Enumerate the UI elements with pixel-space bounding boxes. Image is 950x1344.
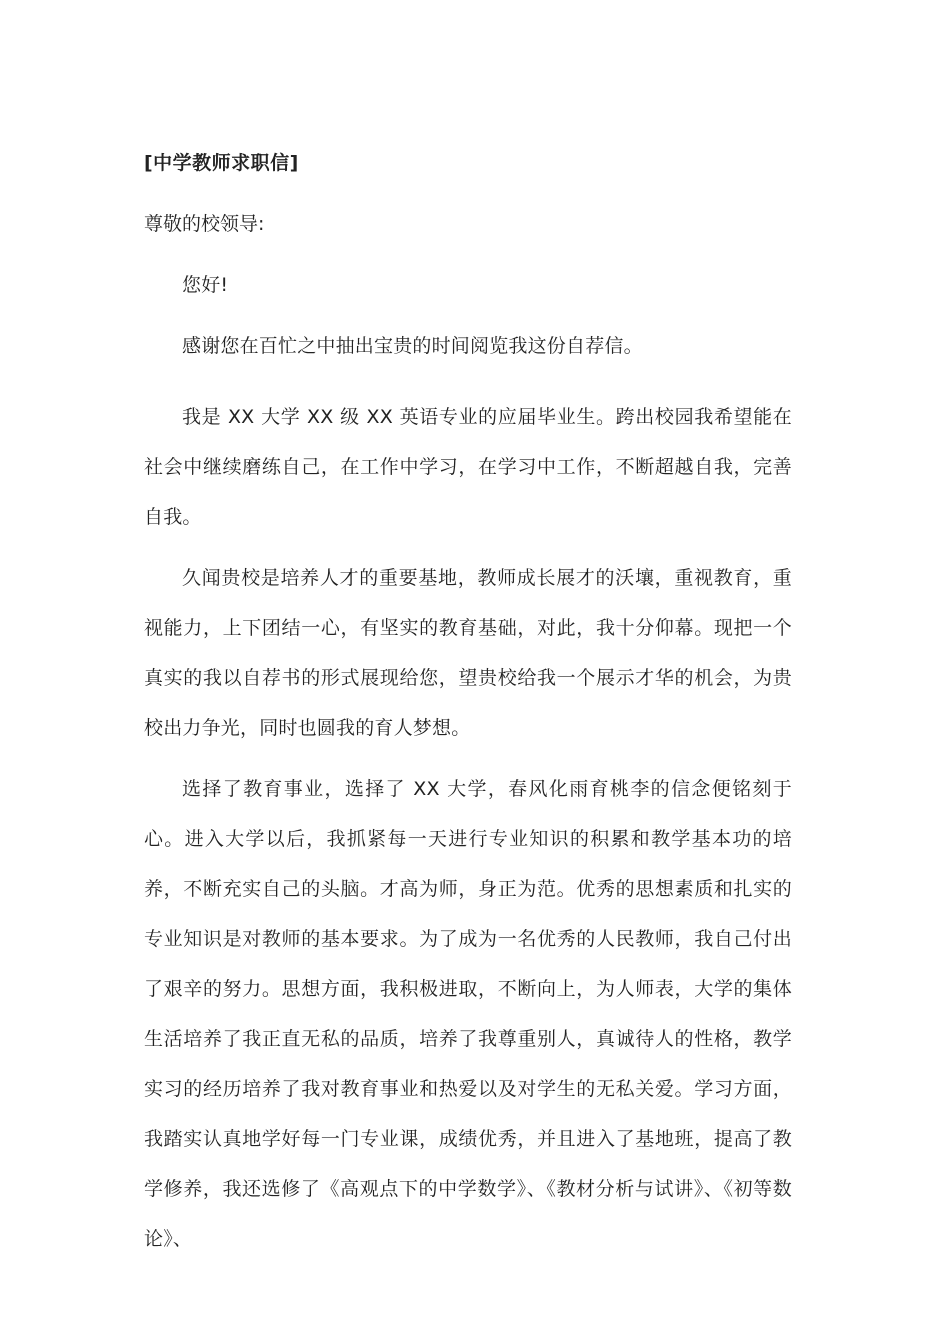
document-title: [中学教师求职信] (144, 152, 299, 174)
document-page (144, 148, 792, 1275)
salutation: 尊敬的校领导: (144, 213, 265, 235)
experience-paragraph: 选择了教育事业，选择了 XX 大学，春风化雨育桃李的信念便铭刻于心。进入大学以后，我抓紧每一天进行专业知识的积累和教学基本功的培养，不断充实自己的头脑。才高为师，身正为范。优秀的思想素质和扎实的专业知识是对教师的基本要求。为了成为一名优秀的人民教师，我自己付出了艰辛的努力。思想方面，我积极进取，不断向上，为人师表，大学的集体生活培养了我正直无私的品质，培养了我尊重别人，真诚待人的性格，教学实习的经历培养了我对教育事业和热爱以及对学生的无私关爱。学习方面，我踏实认真地学好每一门专业课，成绩优秀，并且进入了基地班，提高了教学修养，我还选修了《高观点下的中学数学》、《教材分析与试讲》、《初等数论》、 (144, 778, 792, 1250)
greeting-paragraph: 您好! (182, 274, 229, 296)
thanks-paragraph: 感谢您在百忙之中抽出宝贵的时间阅览我这份自荐信。 (182, 335, 643, 357)
intro-paragraph: 我是 XX 大学 XX 级 XX 英语专业的应届毕业生。跨出校园我希望能在社会中继续磨练自己，在工作中学习，在学习中工作，不断超越自我，完善自我。 (144, 406, 792, 528)
school-paragraph: 久闻贵校是培养人才的重要基地，教师成长展才的沃壤，重视教育，重视能力，上下团结一心，有坚实的教育基础，对此，我十分仰幕。现把一个真实的我以自荐书的形式展现给您，望贵校给我一个展示才华的机会，为贵校出力争光，同时也圆我的育人梦想。 (144, 567, 792, 739)
